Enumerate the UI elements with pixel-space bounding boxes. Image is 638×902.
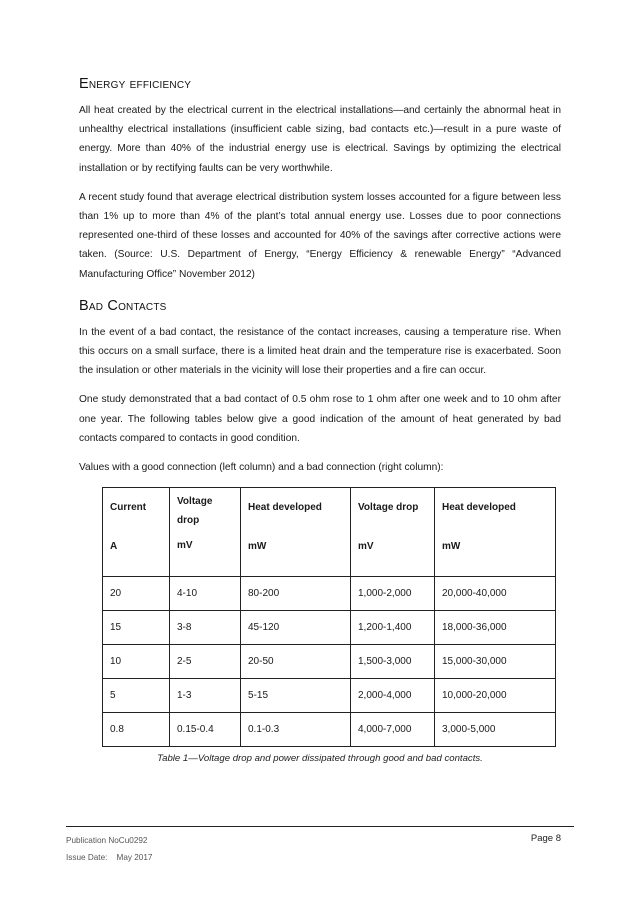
table-cell: 10,000-20,000: [435, 679, 556, 713]
table-cell: 1,200-1,400: [351, 611, 435, 645]
header-unit: mV: [177, 540, 193, 552]
table-cell: 1-3: [170, 679, 241, 713]
table-cell: 0.1-0.3: [241, 713, 351, 747]
header-label: Voltage drop: [358, 502, 419, 514]
paragraph: A recent study found that average electrical distribution system losses accounted for a figure between less than 1% up to more than 4% of the plant’s total annual energy use. Losses due to poor connections represented one-third of these losses and accounted for 40% of the savings after corrective actions were taken. (Source: U.S. Department of Energy, “Energy Efficiency & renewable Energy” “Advanced Manufacturing Office” November 2012): [79, 191, 561, 280]
table-cell: 5-15: [241, 679, 351, 713]
table-cell: 1,000-2,000: [351, 577, 435, 611]
section-heading-energy-efficiency: Energy efficiency: [79, 76, 192, 92]
table-row: [103, 577, 556, 611]
table-cell: 20: [103, 577, 170, 611]
section-heading-bad-contacts: Bad Contacts: [79, 297, 167, 314]
table-cell: 15,000-30,000: [435, 645, 556, 679]
header-cell: [435, 488, 556, 577]
table-cell: 0.8: [103, 713, 170, 747]
page-content: [79, 76, 561, 764]
contacts-table: [102, 487, 556, 747]
table-row: [103, 611, 556, 645]
table-row: [103, 679, 556, 713]
table-cell: 2,000-4,000: [351, 679, 435, 713]
header-cell: [103, 488, 170, 577]
header-label: Voltage: [177, 496, 213, 508]
table-cell: 45-120: [241, 611, 351, 645]
table-caption: Table 1—Voltage drop and power dissipated through good and bad contacts.: [157, 753, 483, 765]
footer-info: [66, 832, 152, 866]
header-label: Current: [110, 502, 147, 514]
table-cell: 5: [103, 679, 170, 713]
header-cell: [241, 488, 351, 577]
paragraph: In the event of a bad contact, the resistance of the contact increases, causing a temperature rise. When this occurs on a small surface, there is a limited heat drain and the temperature rise is exacerbated. Soon the insulation or other materials in the vicinity will lose their properties and a fire can occur.: [79, 326, 561, 377]
header-unit: mV: [358, 541, 374, 553]
footer-page-number: Page 8: [530, 833, 561, 844]
table-cell: 15: [103, 611, 170, 645]
table-cell: 2-5: [170, 645, 241, 679]
table-cell: 4,000-7,000: [351, 713, 435, 747]
paragraph: All heat created by the electrical current in the electrical installations—and certainly the abnormal heat in unhealthy electrical installations (insufficient cable sizing, bad contacts etc.)—result in a pure waste of energy. More than 40% of the industrial energy use is electrical. Savings by optimizing the electrical installation or by rectifying faults can be very worthwhile.: [79, 105, 561, 174]
table-cell: 4-10: [170, 577, 241, 611]
table-cell: 1,500-3,000: [351, 645, 435, 679]
table-cell: 20,000-40,000: [435, 577, 556, 611]
header-label: Heat developed: [442, 502, 516, 514]
footer-divider: [66, 826, 574, 827]
header-label: Heat developed: [248, 502, 322, 514]
header-unit: mW: [442, 541, 461, 553]
table-cell: 3,000-5,000: [435, 713, 556, 747]
table-cell: 80-200: [241, 577, 351, 611]
table-header-row: [103, 488, 556, 577]
table-row: [103, 645, 556, 679]
header-unit: A: [110, 541, 118, 553]
table-cell: 10: [103, 645, 170, 679]
header-label: drop: [177, 515, 200, 527]
header-cell: [351, 488, 435, 577]
table-cell: 18,000-36,000: [435, 611, 556, 645]
paragraph: Values with a good connection (left column) and a bad connection (right column):: [79, 462, 444, 474]
table-row: [103, 713, 556, 747]
paragraph: One study demonstrated that a bad contact of 0.5 ohm rose to 1 ohm after one week and to 10 ohm after one year. The following tables below give a good indication of the amount of heat generated by bad contacts compared to contacts in good condition.: [79, 394, 561, 444]
footer-publication: Publication NoCu0292: [66, 836, 148, 845]
footer-issue-date: Issue Date: May 2017: [66, 853, 153, 862]
table-cell: 20-50: [241, 645, 351, 679]
header-unit: mW: [248, 541, 267, 553]
table-cell: 0.15-0.4: [170, 713, 241, 747]
table-cell: 3-8: [170, 611, 241, 645]
header-cell: [170, 488, 241, 577]
